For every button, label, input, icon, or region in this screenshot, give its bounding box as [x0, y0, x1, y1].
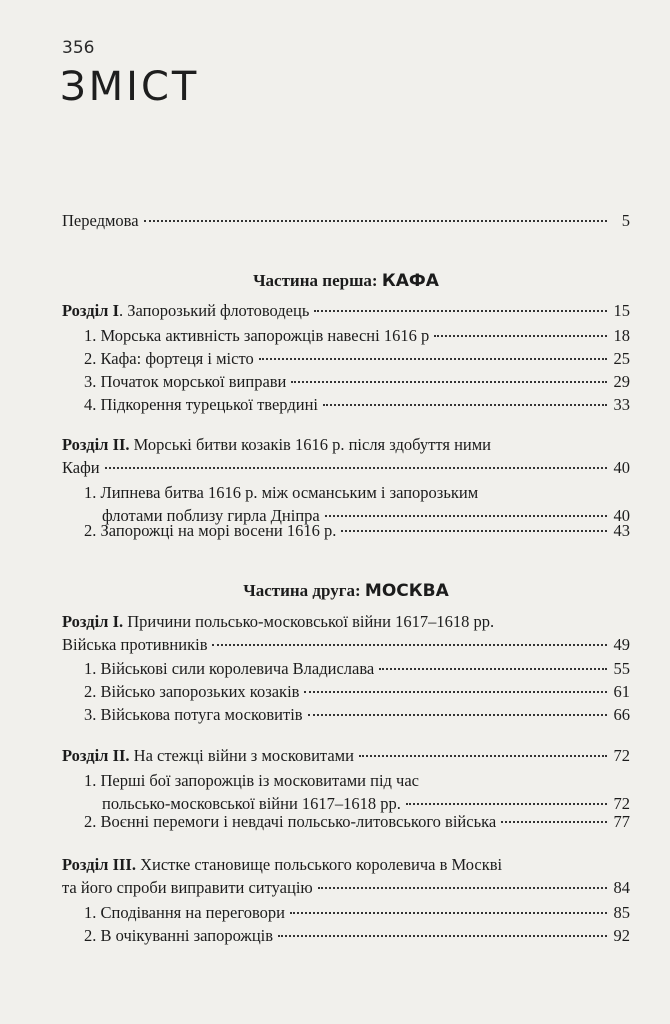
section-title: 4. Підкорення турецької твердині — [84, 395, 318, 414]
entry-page: 61 — [613, 682, 630, 701]
entry-page: 33 — [613, 395, 630, 414]
toc-entry-section[interactable] — [84, 680, 630, 703]
section-title: 1. Військові сили королевича Владислава — [84, 659, 375, 678]
entry-page: 84 — [613, 878, 630, 897]
entry-page: 85 — [613, 903, 630, 922]
entry-page: 66 — [613, 705, 630, 724]
section-title: 1. Сподівання на переговори — [84, 903, 285, 922]
dot-leader — [212, 643, 607, 646]
dot-leader — [434, 334, 607, 337]
toc-entry-section[interactable] — [84, 347, 630, 370]
dot-leader — [291, 380, 607, 383]
chapter-title-line1: Причини польсько-московської війни 1617–1618 рр. — [123, 612, 495, 631]
toc-entry-chapter[interactable] — [62, 299, 630, 322]
chapter-title-line2: Війська противників — [62, 635, 208, 654]
section-title-line2: флотами поблизу гирла Дніпра — [102, 506, 320, 525]
dot-leader — [359, 754, 607, 757]
section-title-line1: 1. Перші бої запорожців із московитами під час — [84, 771, 419, 790]
dot-leader — [290, 911, 607, 914]
entry-page: 25 — [613, 349, 630, 368]
part-label: Частина друга: — [243, 581, 365, 600]
page-number: 356 — [62, 38, 95, 58]
toc-entry-preface[interactable] — [62, 209, 630, 232]
dot-leader — [278, 934, 607, 937]
toc-entry-section[interactable] — [84, 657, 630, 680]
toc-entry-section[interactable] — [84, 703, 630, 726]
dot-leader — [341, 529, 607, 532]
chapter-label: Розділ ІІ. — [62, 746, 130, 765]
chapter-title-line1: Хистке становище польського королевича в Москві — [135, 855, 503, 874]
toc-entry-section[interactable] — [84, 324, 630, 347]
toc-entry-section[interactable] — [84, 393, 630, 416]
entry-page: 55 — [613, 659, 630, 678]
section-title: 2. Воєнні перемоги і невдачі польсько-литовського війська — [84, 812, 497, 831]
part-heading-2 — [62, 581, 630, 601]
toc-entry-section[interactable] — [84, 924, 630, 947]
part-name: МОСКВА — [364, 581, 449, 601]
entry-page: 15 — [613, 301, 630, 320]
dot-leader — [308, 713, 607, 716]
dot-leader — [379, 667, 607, 670]
entry-page: 77 — [613, 812, 630, 831]
section-title: 2. Кафа: фортеця і місто — [84, 349, 254, 368]
entry-page: 40 — [613, 506, 630, 525]
entry-title: Передмова — [62, 211, 139, 230]
chapter-title-line1: Морські битви козаків 1616 р. після здобуття ними — [129, 435, 492, 454]
chapter-title: . Запорозький флотоводець — [119, 301, 310, 320]
dot-leader — [406, 802, 607, 805]
dot-leader — [318, 886, 607, 889]
part-name: КАФА — [381, 271, 439, 291]
entry-page: 18 — [613, 326, 630, 345]
entry-page: 49 — [613, 635, 630, 654]
section-title: 3. Військова потуга московитів — [84, 705, 303, 724]
toc-entry-section[interactable] — [84, 519, 630, 542]
entry-page: 5 — [621, 211, 630, 230]
dot-leader — [105, 466, 607, 469]
toc-entry-section[interactable] — [84, 370, 630, 393]
entry-page: 29 — [613, 372, 630, 391]
page-title: ЗМІСТ — [60, 64, 200, 110]
dot-leader — [259, 357, 607, 360]
dot-leader — [323, 403, 607, 406]
section-title: 2. Військо запорозьких козаків — [84, 682, 300, 701]
entry-page: 72 — [613, 794, 630, 813]
toc-entry-section[interactable] — [84, 901, 630, 924]
toc-entry-chapter[interactable] — [62, 433, 630, 479]
part-label: Частина перша: — [253, 271, 382, 290]
entry-page: 72 — [613, 746, 630, 765]
section-title: 1. Морська активність запорожців навесні 1616 р — [84, 326, 430, 345]
toc-entry-chapter[interactable] — [62, 744, 630, 767]
chapter-label: Розділ ІІІ. — [62, 855, 136, 874]
toc-entry-section[interactable] — [84, 769, 630, 815]
chapter-title-line2: та його спроби виправити ситуацію — [62, 878, 313, 897]
toc-entry-section[interactable] — [84, 810, 630, 833]
section-title: 2. Запорожці на морі восени 1616 р. — [84, 521, 337, 540]
entry-page: 92 — [613, 926, 630, 945]
part-heading-1 — [62, 271, 630, 291]
toc-entry-chapter[interactable] — [62, 853, 630, 899]
chapter-title: На стежці війни з московитами — [129, 746, 354, 765]
entry-page: 40 — [613, 458, 630, 477]
section-title: 3. Початок морської виправи — [84, 372, 287, 391]
section-title-line1: 1. Липнева битва 1616 р. між османським і запорозьким — [84, 483, 479, 502]
dot-leader — [304, 690, 607, 693]
section-title-line2: польсько-московської війни 1617–1618 рр. — [102, 794, 401, 813]
dot-leader — [501, 820, 607, 823]
chapter-label: Розділ ІІ. — [62, 435, 130, 454]
dot-leader — [325, 514, 607, 517]
dot-leader — [314, 309, 607, 312]
dot-leader — [144, 219, 607, 222]
entry-page: 43 — [613, 521, 630, 540]
toc-entry-chapter[interactable] — [62, 610, 630, 656]
section-title: 2. В очікуванні запорожців — [84, 926, 274, 945]
chapter-label: Розділ І. — [62, 612, 124, 631]
chapter-title-line2: Кафи — [62, 458, 100, 477]
chapter-label: Розділ І — [62, 301, 119, 320]
